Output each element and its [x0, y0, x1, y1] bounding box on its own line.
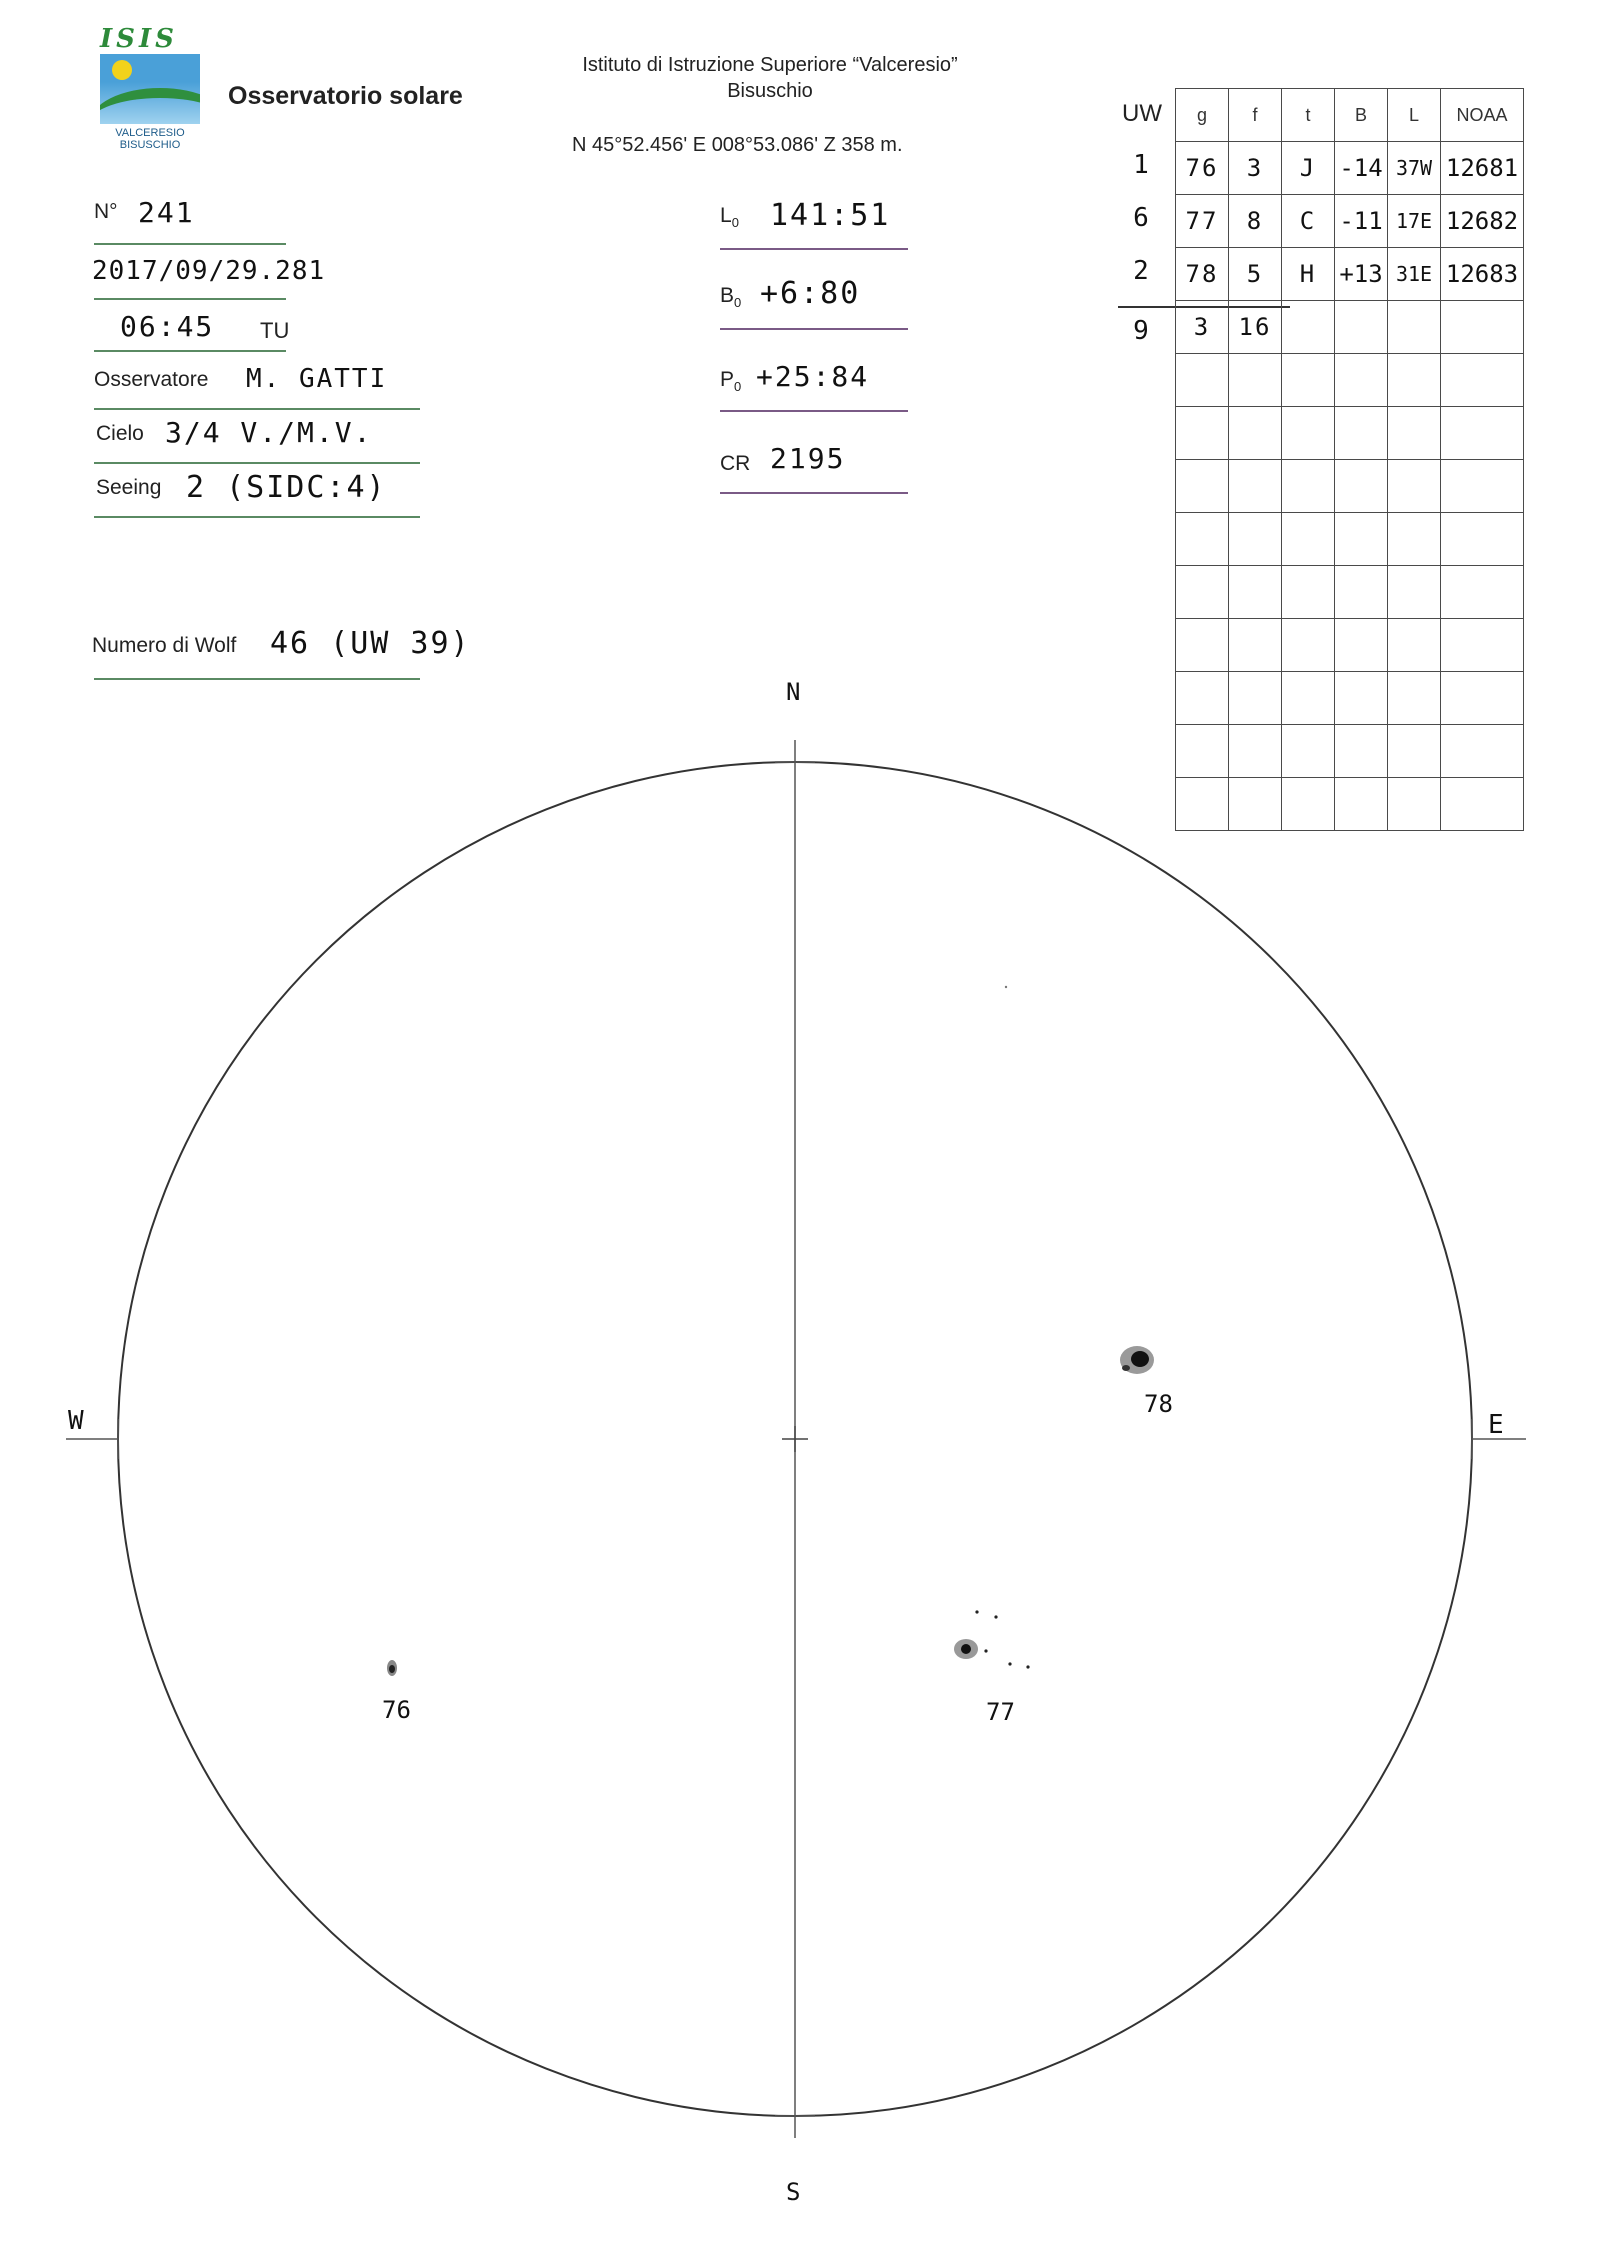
south-label: S [786, 2178, 803, 2206]
sunspot-pore [994, 1615, 997, 1618]
time-value: 06:45 [120, 310, 215, 343]
table-cell: 3 [1229, 142, 1282, 195]
b0-value: +6:80 [760, 276, 861, 311]
table-cell: 78 [1176, 248, 1229, 301]
group-label-76: 76 [382, 1696, 411, 1724]
table-cell: 3 [1176, 301, 1229, 354]
uw-row-3: 2 [1133, 256, 1151, 286]
uw-header: UW [1122, 100, 1162, 127]
seeing-value: 2 (SIDC:4) [186, 470, 387, 505]
p0-letter: P [720, 368, 735, 391]
table-cell: 12681 [1441, 142, 1524, 195]
logo-sub-line1: VALCERESIO [115, 127, 185, 139]
table-cell: 8 [1229, 195, 1282, 248]
sunspot-umbra [1122, 1365, 1130, 1371]
observer-label: Osservatore [94, 368, 209, 391]
number-value: 241 [138, 196, 195, 229]
table-cell: 77 [1176, 195, 1229, 248]
paper-speck [1005, 986, 1007, 988]
sunspot-pore [975, 1610, 978, 1613]
table-cell: -11 [1335, 195, 1388, 248]
table-cell: H [1282, 248, 1335, 301]
institute-line2: Bisuschio [727, 80, 813, 102]
l0-value: 141:51 [770, 198, 891, 233]
p0-subscript: 0 [734, 379, 742, 395]
sky-value: 3/4 V./M.V. [165, 416, 373, 449]
time-unit: TU [260, 318, 290, 343]
uw-total: 9 [1133, 316, 1151, 346]
header-noaa: NOAA [1441, 89, 1524, 142]
seeing-label: Seeing [96, 476, 162, 499]
page-title: Osservatorio solare [228, 82, 463, 110]
observer-value: M. GATTI [246, 364, 388, 394]
table-cell: -14 [1335, 142, 1388, 195]
p0-value: +25:84 [756, 360, 870, 393]
group-label-78: 78 [1144, 1390, 1173, 1418]
cr-label: CR [720, 452, 751, 475]
header-l: L [1388, 89, 1441, 142]
table-cell: 76 [1176, 142, 1229, 195]
isis-logo-text: ISIS [100, 24, 178, 54]
table-cell: C [1282, 195, 1335, 248]
number-label: N° [94, 200, 118, 223]
header-t: t [1282, 89, 1335, 142]
north-label: N [786, 678, 803, 706]
sunspot-umbra [961, 1644, 971, 1654]
cr-value: 2195 [770, 442, 846, 475]
table-cell: 12683 [1441, 248, 1524, 301]
table-cell: J [1282, 142, 1335, 195]
table-cell: 5 [1229, 248, 1282, 301]
table-cell: +13 [1335, 248, 1388, 301]
header-f: f [1229, 89, 1282, 142]
l0-subscript: 0 [731, 215, 739, 231]
sunspot-umbra [389, 1665, 395, 1673]
uw-row-2: 6 [1133, 203, 1151, 233]
sunspot-pore [984, 1649, 987, 1652]
date-value: 2017/09/29.281 [92, 256, 326, 286]
sky-label: Cielo [96, 422, 144, 445]
wolf-label: Numero di Wolf [92, 634, 237, 657]
sunspot-pore [1008, 1662, 1011, 1665]
b0-letter: B [720, 284, 735, 307]
table-cell: 17E [1388, 195, 1441, 248]
table-cell: 37W [1388, 142, 1441, 195]
uw-row-1: 1 [1133, 150, 1151, 180]
sunspot-umbra [1131, 1351, 1149, 1367]
wolf-value: 46 (UW 39) [270, 626, 471, 661]
header-g: g [1176, 89, 1229, 142]
header-b: B [1335, 89, 1388, 142]
west-label: W [68, 1406, 86, 1436]
b0-subscript: 0 [734, 295, 742, 311]
institute-line1: Istituto di Istruzione Superiore “Valceresio” [582, 54, 958, 76]
table-cell: 16 [1229, 301, 1282, 354]
table-cell: 31E [1388, 248, 1441, 301]
group-label-77: 77 [986, 1698, 1015, 1726]
logo-sub-line2: BISUSCHIO [119, 139, 181, 151]
l0-letter: L [720, 204, 732, 227]
table-cell: 12682 [1441, 195, 1524, 248]
coordinates: N 45°52.456' E 008°53.086' Z 358 m. [572, 134, 903, 156]
east-label: E [1488, 1410, 1506, 1440]
sunspot-pore [1026, 1665, 1029, 1668]
